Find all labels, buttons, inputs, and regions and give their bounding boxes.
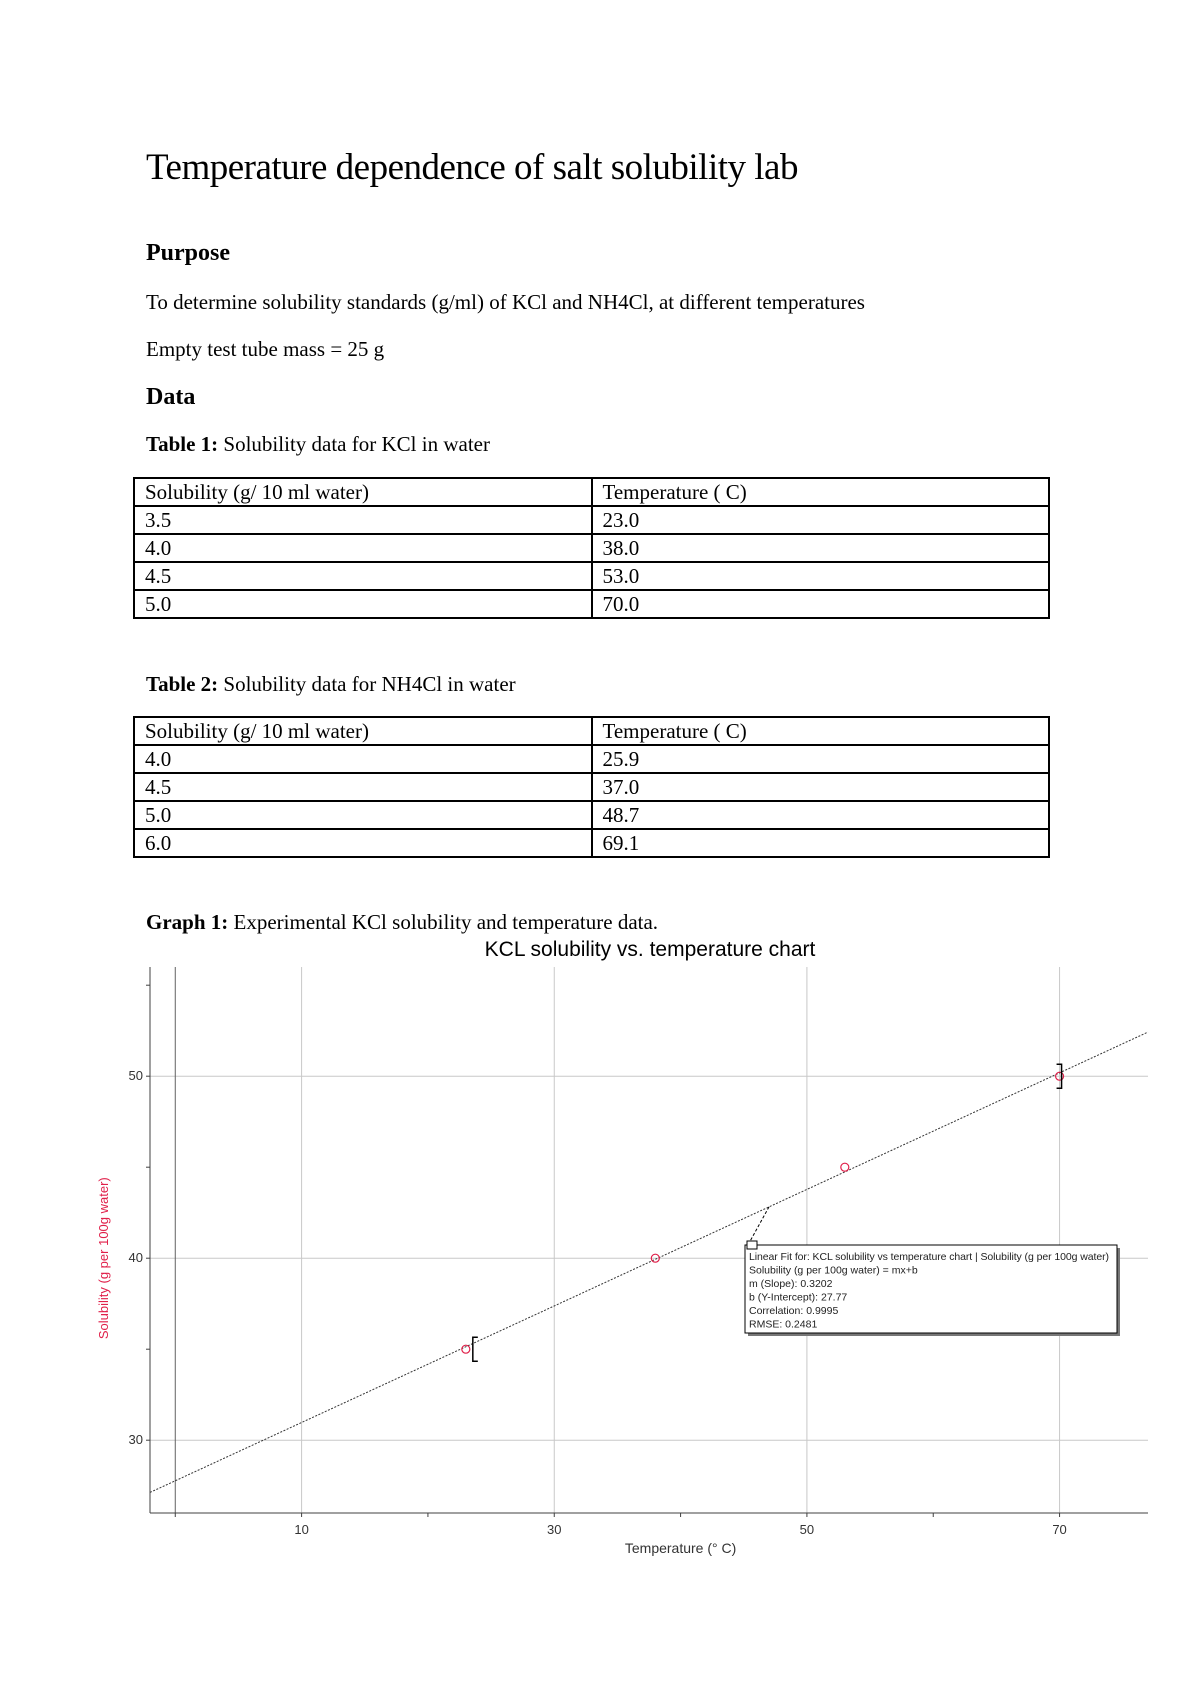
table-cell: 4.0 <box>134 745 592 773</box>
table-header-cell: Solubility (g/ 10 ml water) <box>134 478 592 506</box>
table-header-cell: Solubility (g/ 10 ml water) <box>134 717 592 745</box>
purpose-text: To determine solubility standards (g/ml) of KCl and NH4Cl, at different temperatures <box>146 290 865 314</box>
table-cell: 23.0 <box>592 506 1050 534</box>
table-row <box>134 745 1049 773</box>
table-cell: 70.0 <box>592 590 1050 618</box>
y-tick-label: 50 <box>128 1068 143 1084</box>
range-bracket-left <box>473 1337 478 1361</box>
table1-caption-label: Table 1: <box>146 432 219 456</box>
table-cell: 4.5 <box>134 773 592 801</box>
table-header-cell: Temperature ( C) <box>592 717 1050 745</box>
mass-text: Empty test tube mass = 25 g <box>146 337 385 361</box>
table-header-row <box>134 478 1049 506</box>
table-cell: 53.0 <box>592 562 1050 590</box>
table-row <box>134 773 1049 801</box>
graph1-caption <box>146 910 658 935</box>
table-header-cell: Temperature ( C) <box>592 478 1050 506</box>
annotation-text-line: Correlation: 0.9995 <box>749 1305 839 1317</box>
page-title: Temperature dependence of salt solubility lab <box>146 147 798 188</box>
annotation-leader <box>748 1207 769 1245</box>
graph1-caption-label: Graph 1: <box>146 910 229 934</box>
table-cell: 25.9 <box>592 745 1050 773</box>
annotation-handle-icon <box>747 1241 757 1249</box>
table-row <box>134 534 1049 562</box>
table-cell: 3.5 <box>134 506 592 534</box>
data-point <box>841 1163 849 1171</box>
annotation-text-line: m (Slope): 0.3202 <box>749 1278 833 1290</box>
table1-caption-text: Solubility data for KCl in water <box>218 432 490 456</box>
chart-title: KCL solubility vs. temperature chart <box>484 938 816 961</box>
table2-caption-label: Table 2: <box>146 672 219 696</box>
x-axis-label: Temperature (° C) <box>624 1540 737 1556</box>
x-tick-label: 70 <box>1052 1522 1067 1537</box>
annotation-text-line: b (Y-Intercept): 27.77 <box>749 1291 848 1304</box>
annotation-text-line: Solubility (g per 100g water) = mx+b <box>749 1264 918 1277</box>
table-cell: 4.5 <box>134 562 592 590</box>
table-row <box>134 590 1049 618</box>
table-row <box>134 506 1049 534</box>
annotation-text-line: Linear Fit for: KCL solubility vs temperature chart | Solubility (g per 100g water) <box>749 1251 1109 1263</box>
table-cell: 6.0 <box>134 829 592 857</box>
table1-caption <box>146 432 490 457</box>
table-cell: 37.0 <box>592 773 1050 801</box>
table2-caption <box>146 672 516 697</box>
kcl-solubility-chart <box>0 960 1200 1580</box>
x-tick-label: 50 <box>799 1522 815 1537</box>
annotation-text-line: RMSE: 0.2481 <box>749 1318 818 1331</box>
purpose-heading: Purpose <box>146 240 230 266</box>
table-row <box>134 829 1049 857</box>
table-header-row <box>134 717 1049 745</box>
table2-caption-text: Solubility data for NH4Cl in water <box>218 672 516 696</box>
table2-nh4cl-solubility <box>133 716 1050 858</box>
table1-kcl-solubility <box>133 477 1050 619</box>
x-tick-label: 30 <box>547 1522 562 1537</box>
x-tick-label: 10 <box>294 1522 309 1537</box>
y-axis-label: Solubility (g per 100g water) <box>96 1177 111 1340</box>
table-cell: 48.7 <box>592 801 1050 829</box>
graph1-caption-text: Experimental KCl solubility and temperature data. <box>228 910 659 934</box>
y-tick-label: 40 <box>128 1250 143 1266</box>
table-cell: 38.0 <box>592 534 1050 562</box>
table-row <box>134 562 1049 590</box>
data-heading: Data <box>146 384 196 410</box>
y-tick-label: 30 <box>128 1432 143 1448</box>
table-cell: 4.0 <box>134 534 592 562</box>
table-cell: 5.0 <box>134 590 592 618</box>
table-cell: 5.0 <box>134 801 592 829</box>
table-cell: 69.1 <box>592 829 1050 857</box>
table-row <box>134 801 1049 829</box>
